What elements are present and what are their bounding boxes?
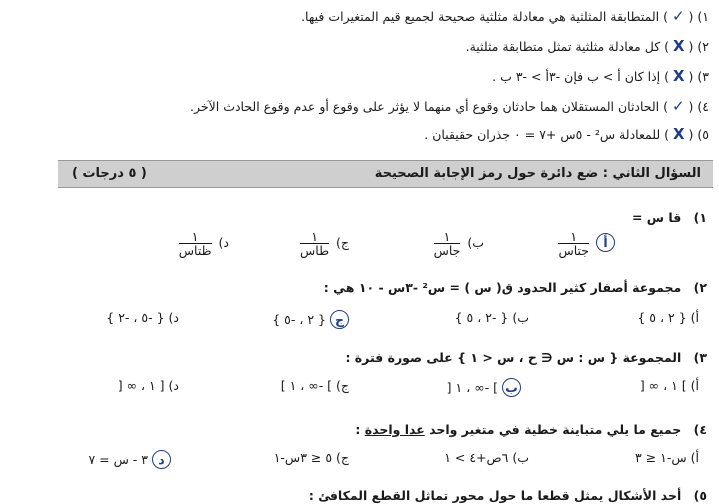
- tf-mark: X: [672, 67, 685, 85]
- mc-question-5: [309, 488, 707, 504]
- tf-mark: ✓: [671, 7, 685, 25]
- q4-option-c[interactable]: [274, 450, 349, 465]
- tf-item-2: ٢) ( X ) كل معادلة مثلثية تمثل متطابقة مثلثية.: [465, 37, 709, 55]
- answer-circle: ب: [502, 378, 521, 397]
- answer-circle: أ: [596, 233, 615, 252]
- tf-item-text: كل معادلة مثلثية تمثل متطابقة مثلثية.: [465, 39, 661, 54]
- tf-item-1: ١) ( ✓ ) المتطابقة المثلثية هي معادلة مثلثية صحيحة لجميع قيم المتغيرات فيها.: [301, 7, 709, 25]
- option-text: ٦ص+٤ > ١: [444, 450, 509, 465]
- answer-circle: د: [152, 450, 171, 469]
- question-stem-end: :: [355, 422, 365, 437]
- option-label: ج): [336, 235, 349, 250]
- option-text: { -٥ ، -٢ }: [106, 310, 165, 325]
- q2-option-d[interactable]: [106, 310, 179, 325]
- fraction: [179, 230, 212, 257]
- tf-item-number: ١): [697, 9, 709, 24]
- option-label: ج): [336, 450, 349, 465]
- question-stem: المجموعة { س : س ∈ ح ، س < ١ } على صورة فترة :: [345, 350, 682, 365]
- option-text: [ ١ ، ∞ [: [117, 378, 165, 393]
- tf-item-5: ٥) ( X ) للمعادلة س² - ٥س +٧ = ٠ جذران حقيقيان .: [424, 125, 709, 143]
- section-header: [58, 160, 713, 188]
- option-label: ج): [336, 378, 349, 393]
- fraction-denominator: جاس: [433, 243, 461, 258]
- answer-circle: ج: [330, 310, 349, 329]
- fraction-numerator: ١: [300, 230, 329, 244]
- fraction-numerator: ١: [179, 230, 212, 244]
- q3-option-b[interactable]: [447, 378, 521, 397]
- tf-item-text: إذا كان أ > ب فإن -٣أ > -٣ ب .: [492, 69, 661, 84]
- tf-item-4: ٤) ( ✓ ) الحادثان المستقلان هما حادثان وقوع أي منهما لا يؤثر على وقوع أو عدم وقوع الحادث الآخر.: [190, 97, 709, 115]
- q2-option-a[interactable]: [637, 310, 699, 325]
- question-stem: جميع ما يلي متباينة خطية في متغير واحد: [424, 422, 682, 437]
- q4-option-a[interactable]: [635, 450, 699, 465]
- q1-option-b[interactable]: [431, 230, 484, 257]
- tf-mark: ✓: [671, 97, 685, 115]
- tf-item-text: الحادثان المستقلان هما حادثان وقوع أي منهما لا يؤثر على وقوع أو عدم وقوع الحادث الآخر.: [190, 99, 660, 114]
- question-number: ٥): [693, 488, 707, 503]
- tf-item-3: ٣) ( X ) إذا كان أ > ب فإن -٣أ > -٣ ب .: [492, 67, 709, 85]
- tf-item-number: ٤): [697, 99, 709, 114]
- q4-option-d[interactable]: [88, 450, 171, 469]
- tf-mark: X: [672, 125, 685, 143]
- option-label: د): [168, 310, 179, 325]
- fraction-denominator: جتاس: [558, 243, 590, 258]
- tf-item-text: للمعادلة س² - ٥س +٧ = ٠ جذران حقيقيان .: [424, 127, 661, 142]
- question-number: ٣): [693, 350, 707, 365]
- option-label: أ): [690, 310, 699, 325]
- q3-option-a[interactable]: [640, 378, 699, 393]
- option-text: { -٢ ، ٥ }: [454, 310, 509, 325]
- option-label: د): [168, 378, 179, 393]
- tf-item-number: ٢): [697, 39, 709, 54]
- q3-option-c[interactable]: [281, 378, 349, 393]
- section-points: ( ٥ درجات ): [72, 166, 147, 181]
- question-number: ١): [693, 210, 707, 225]
- fraction-numerator: ١: [558, 230, 589, 244]
- q3-option-d[interactable]: [118, 378, 179, 393]
- question-stem: قا س =: [631, 210, 682, 225]
- question-stem-emphasis: عدا واحدة: [364, 422, 425, 437]
- option-text: ] -∞ ، ١ [: [446, 380, 499, 395]
- option-text: { ٢ ، -٥ }: [272, 312, 327, 327]
- option-label: د): [218, 235, 229, 250]
- mc-question-4: [355, 422, 707, 438]
- question-number: ٤): [693, 422, 707, 437]
- tf-item-number: ٣): [697, 69, 709, 84]
- q1-option-d[interactable]: [176, 230, 229, 257]
- fraction: [558, 230, 589, 257]
- option-label: ب): [512, 310, 529, 325]
- fraction-denominator: ظتاس: [178, 243, 212, 258]
- option-label: أ): [690, 450, 699, 465]
- option-text: { ٢ ، ٥ }: [637, 310, 687, 325]
- tf-item-text: المتطابقة المثلثية هي معادلة مثلثية صحيحة لجميع قيم المتغيرات فيها.: [301, 9, 660, 24]
- option-text: ] ١ ، ∞ [: [639, 378, 687, 393]
- tf-mark: X: [672, 37, 685, 55]
- option-text: ٣ - س = ٧: [88, 452, 149, 467]
- option-text: ] -∞ ، ١ ]: [280, 378, 333, 393]
- section-title: السؤال الثاني : ضع دائرة حول رمز الإجابة الصحيحة: [374, 166, 701, 181]
- option-text: ٥ ≤ ٣س-١: [273, 450, 333, 465]
- option-label: ب): [467, 235, 484, 250]
- question-stem: أحد الأشكال يمثل قطعا ما حول محور تماثل القطع المكافئ :: [308, 488, 682, 503]
- q1-option-c[interactable]: [297, 230, 349, 257]
- q1-option-a[interactable]: [555, 230, 615, 257]
- mc-question-1: [632, 210, 707, 226]
- q2-option-b[interactable]: [455, 310, 529, 325]
- mc-question-3: [345, 350, 707, 366]
- q2-option-c[interactable]: [272, 310, 349, 329]
- option-text: س-١ ≤ ٣: [635, 450, 687, 465]
- fraction-denominator: طاس: [300, 243, 330, 258]
- fraction: [300, 230, 329, 257]
- fraction: [434, 230, 461, 257]
- question-stem: مجموعة أصفار كثير الحدود ق( س ) = س² -٣س - ١٠ هي :: [323, 280, 682, 295]
- option-label: ب): [512, 450, 529, 465]
- question-number: ٢): [693, 280, 707, 295]
- fraction-numerator: ١: [434, 230, 461, 244]
- tf-item-number: ٥): [697, 127, 709, 142]
- q4-option-b[interactable]: [444, 450, 529, 465]
- mc-question-2: [324, 280, 707, 296]
- option-label: أ): [690, 378, 699, 393]
